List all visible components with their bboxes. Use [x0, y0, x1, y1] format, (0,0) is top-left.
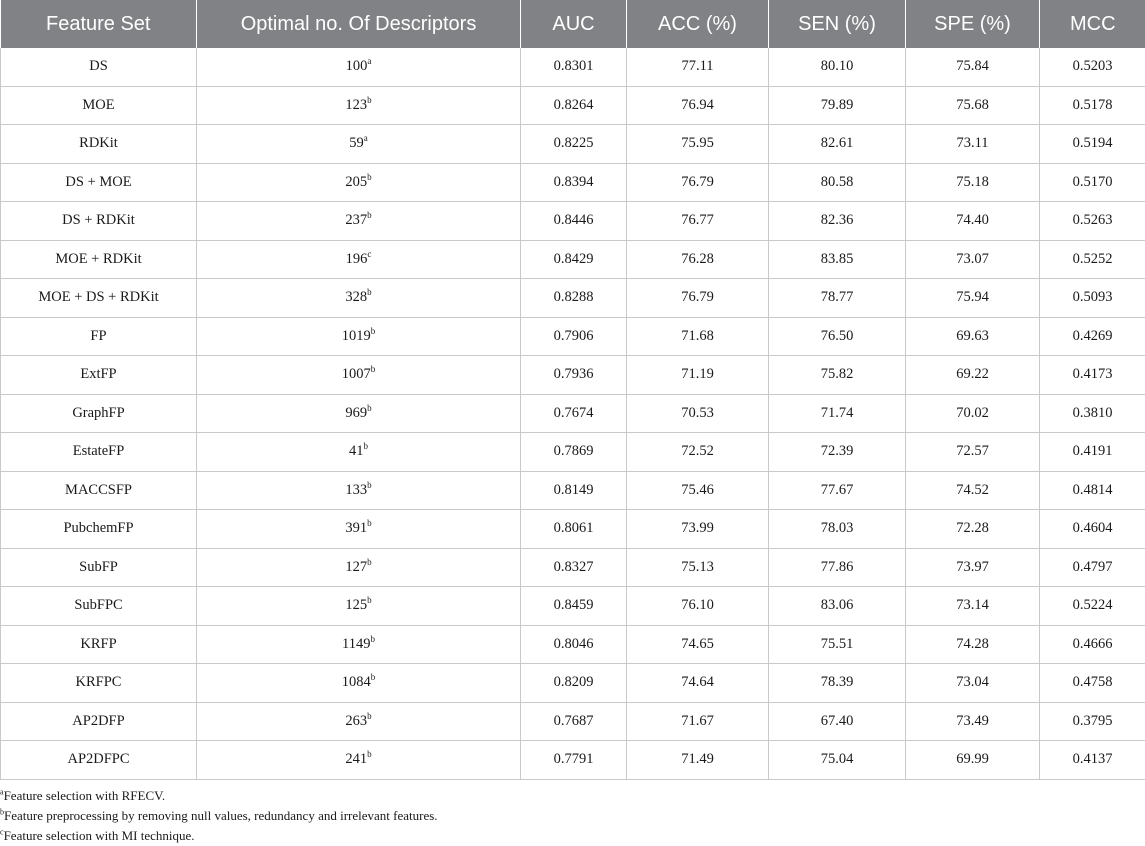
descriptor-count-cell [197, 163, 521, 202]
table-row [1, 240, 1145, 279]
footnote-marker: b [367, 557, 372, 567]
mcc-cell: 0.3810 [1040, 394, 1145, 433]
auc-cell: 0.8288 [521, 279, 627, 318]
sen-cell: 82.61 [769, 125, 906, 164]
footnote-marker: b [367, 480, 372, 490]
header-feature-set: Feature Set [1, 0, 197, 48]
table-row [1, 279, 1145, 318]
auc-cell: 0.8327 [521, 548, 627, 587]
table-header [1, 0, 1145, 48]
footnote-marker: a [0, 788, 4, 797]
spe-cell: 75.68 [906, 86, 1040, 125]
auc-cell: 0.8046 [521, 625, 627, 664]
table-row [1, 48, 1145, 86]
feature-set-cell: DS [1, 48, 197, 86]
acc-cell: 71.19 [627, 356, 769, 395]
sen-cell: 78.77 [769, 279, 906, 318]
auc-cell: 0.7687 [521, 702, 627, 741]
spe-cell: 74.28 [906, 625, 1040, 664]
table-row [1, 356, 1145, 395]
sen-cell: 82.36 [769, 202, 906, 241]
descriptor-count-cell [197, 317, 521, 356]
auc-cell: 0.7936 [521, 356, 627, 395]
table-footnotes [0, 786, 438, 846]
acc-cell: 76.94 [627, 86, 769, 125]
mcc-cell: 0.4758 [1040, 664, 1145, 703]
auc-cell: 0.8209 [521, 664, 627, 703]
footnote-text: Feature selection with MI technique. [4, 828, 195, 843]
descriptor-count-cell [197, 125, 521, 164]
sen-cell: 77.67 [769, 471, 906, 510]
mcc-cell: 0.4797 [1040, 548, 1145, 587]
acc-cell: 71.68 [627, 317, 769, 356]
footnote-marker: b [367, 287, 372, 297]
descriptor-count: 59 [349, 135, 364, 151]
footnote-marker: b [371, 672, 376, 682]
sen-cell: 75.04 [769, 741, 906, 780]
table-row [1, 471, 1145, 510]
feature-set-cell: PubchemFP [1, 510, 197, 549]
sen-cell: 79.89 [769, 86, 906, 125]
acc-cell: 74.64 [627, 664, 769, 703]
auc-cell: 0.8446 [521, 202, 627, 241]
sen-cell: 78.39 [769, 664, 906, 703]
feature-set-cell: MOE [1, 86, 197, 125]
mcc-cell: 0.3795 [1040, 702, 1145, 741]
descriptor-count-cell [197, 702, 521, 741]
header-acc: ACC (%) [627, 0, 769, 48]
mcc-cell: 0.5178 [1040, 86, 1145, 125]
footnote-marker: b [371, 326, 376, 336]
descriptor-count: 1007 [342, 366, 371, 382]
mcc-cell: 0.5170 [1040, 163, 1145, 202]
descriptor-count-cell [197, 548, 521, 587]
sen-cell: 83.06 [769, 587, 906, 626]
descriptor-count: 196 [346, 251, 368, 267]
footnote-text: Feature preprocessing by removing null values, redundancy and irrelevant features. [4, 808, 438, 823]
table-row [1, 86, 1145, 125]
descriptor-count-cell [197, 356, 521, 395]
sen-cell: 76.50 [769, 317, 906, 356]
acc-cell: 74.65 [627, 625, 769, 664]
table-row [1, 664, 1145, 703]
spe-cell: 69.63 [906, 317, 1040, 356]
mcc-cell: 0.4137 [1040, 741, 1145, 780]
mcc-cell: 0.5194 [1040, 125, 1145, 164]
footnote-marker: b [367, 711, 372, 721]
descriptor-count-cell [197, 202, 521, 241]
descriptor-count: 133 [345, 482, 367, 498]
sen-cell: 83.85 [769, 240, 906, 279]
descriptor-count: 241 [345, 751, 367, 767]
acc-cell: 77.11 [627, 48, 769, 86]
descriptor-count: 263 [345, 713, 367, 729]
spe-cell: 75.18 [906, 163, 1040, 202]
descriptor-count: 328 [345, 289, 367, 305]
feature-set-cell: ExtFP [1, 356, 197, 395]
auc-cell: 0.8429 [521, 240, 627, 279]
auc-cell: 0.8394 [521, 163, 627, 202]
acc-cell: 76.10 [627, 587, 769, 626]
spe-cell: 72.28 [906, 510, 1040, 549]
mcc-cell: 0.4604 [1040, 510, 1145, 549]
spe-cell: 73.97 [906, 548, 1040, 587]
spe-cell: 75.84 [906, 48, 1040, 86]
descriptor-count-cell [197, 394, 521, 433]
footnote-b [0, 806, 438, 826]
acc-cell: 76.79 [627, 163, 769, 202]
mcc-cell: 0.5203 [1040, 48, 1145, 86]
spe-cell: 74.40 [906, 202, 1040, 241]
table-row [1, 510, 1145, 549]
footnote-marker: b [367, 95, 372, 105]
descriptor-count: 391 [345, 520, 367, 536]
auc-cell: 0.7791 [521, 741, 627, 780]
table-row [1, 587, 1145, 626]
table-row [1, 741, 1145, 780]
descriptor-count-cell [197, 625, 521, 664]
mcc-cell: 0.4666 [1040, 625, 1145, 664]
descriptor-count: 100 [346, 58, 368, 74]
descriptor-count: 1019 [342, 328, 371, 344]
acc-cell: 71.67 [627, 702, 769, 741]
sen-cell: 80.10 [769, 48, 906, 86]
acc-cell: 76.28 [627, 240, 769, 279]
descriptor-count-cell [197, 587, 521, 626]
acc-cell: 75.13 [627, 548, 769, 587]
descriptor-count: 123 [345, 97, 367, 113]
auc-cell: 0.8061 [521, 510, 627, 549]
footnote-marker: b [370, 634, 375, 644]
auc-cell: 0.8149 [521, 471, 627, 510]
spe-cell: 72.57 [906, 433, 1040, 472]
descriptor-count: 969 [345, 405, 367, 421]
footnote-marker: b [367, 749, 372, 759]
footnote-c [0, 826, 438, 846]
descriptor-count: 41 [349, 443, 364, 459]
feature-set-cell: RDKit [1, 125, 197, 164]
mcc-cell: 0.5224 [1040, 587, 1145, 626]
descriptor-count-cell [197, 240, 521, 279]
table-row [1, 433, 1145, 472]
auc-cell: 0.8301 [521, 48, 627, 86]
feature-set-cell: MACCSFP [1, 471, 197, 510]
sen-cell: 77.86 [769, 548, 906, 587]
spe-cell: 70.02 [906, 394, 1040, 433]
header-row [1, 0, 1145, 48]
footnote-marker: c [0, 828, 4, 837]
spe-cell: 73.49 [906, 702, 1040, 741]
descriptor-count: 1149 [342, 636, 370, 652]
spe-cell: 73.11 [906, 125, 1040, 164]
spe-cell: 69.99 [906, 741, 1040, 780]
feature-set-cell: MOE + DS + RDKit [1, 279, 197, 318]
spe-cell: 73.07 [906, 240, 1040, 279]
feature-set-cell: GraphFP [1, 394, 197, 433]
footnote-marker: b [367, 518, 372, 528]
acc-cell: 72.52 [627, 433, 769, 472]
table-row [1, 202, 1145, 241]
feature-set-cell: DS + RDKit [1, 202, 197, 241]
footnote-a [0, 786, 438, 806]
sen-cell: 72.39 [769, 433, 906, 472]
acc-cell: 76.79 [627, 279, 769, 318]
footnote-marker: a [367, 56, 371, 66]
acc-cell: 75.95 [627, 125, 769, 164]
mcc-cell: 0.4814 [1040, 471, 1145, 510]
descriptor-count: 127 [345, 559, 367, 575]
auc-cell: 0.7906 [521, 317, 627, 356]
table-row [1, 548, 1145, 587]
mcc-cell: 0.5252 [1040, 240, 1145, 279]
footnote-marker: b [371, 364, 376, 374]
acc-cell: 70.53 [627, 394, 769, 433]
sen-cell: 78.03 [769, 510, 906, 549]
mcc-cell: 0.4173 [1040, 356, 1145, 395]
auc-cell: 0.8459 [521, 587, 627, 626]
feature-set-cell: MOE + RDKit [1, 240, 197, 279]
table-row [1, 394, 1145, 433]
feature-set-cell: EstateFP [1, 433, 197, 472]
auc-cell: 0.8264 [521, 86, 627, 125]
auc-cell: 0.7869 [521, 433, 627, 472]
footnote-marker: a [364, 133, 368, 143]
sen-cell: 71.74 [769, 394, 906, 433]
footnote-marker: b [367, 210, 372, 220]
table-row [1, 317, 1145, 356]
feature-set-cell: SubFP [1, 548, 197, 587]
descriptor-count: 205 [345, 174, 367, 190]
feature-set-cell: DS + MOE [1, 163, 197, 202]
spe-cell: 69.22 [906, 356, 1040, 395]
spe-cell: 75.94 [906, 279, 1040, 318]
feature-set-cell: KRFP [1, 625, 197, 664]
footnote-marker: b [367, 403, 372, 413]
acc-cell: 71.49 [627, 741, 769, 780]
table-row [1, 125, 1145, 164]
footnote-marker: b [0, 808, 4, 817]
acc-cell: 75.46 [627, 471, 769, 510]
descriptor-count-cell [197, 471, 521, 510]
footnote-marker: b [364, 441, 369, 451]
feature-set-cell: KRFPC [1, 664, 197, 703]
acc-cell: 76.77 [627, 202, 769, 241]
descriptor-count-cell [197, 86, 521, 125]
spe-cell: 73.14 [906, 587, 1040, 626]
descriptor-count-cell [197, 48, 521, 86]
header-optimal-descriptors: Optimal no. Of Descriptors [197, 0, 521, 48]
table-row [1, 163, 1145, 202]
header-sen: SEN (%) [769, 0, 906, 48]
spe-cell: 73.04 [906, 664, 1040, 703]
descriptor-count-cell [197, 741, 521, 780]
feature-set-cell: SubFPC [1, 587, 197, 626]
table-row [1, 625, 1145, 664]
sen-cell: 75.82 [769, 356, 906, 395]
mcc-cell: 0.5263 [1040, 202, 1145, 241]
footnote-marker: b [367, 595, 372, 605]
mcc-cell: 0.4191 [1040, 433, 1145, 472]
table-body [1, 48, 1145, 779]
auc-cell: 0.8225 [521, 125, 627, 164]
feature-set-cell: FP [1, 317, 197, 356]
footnote-marker: c [367, 249, 371, 259]
header-mcc: MCC [1040, 0, 1145, 48]
descriptor-count-cell [197, 433, 521, 472]
sen-cell: 75.51 [769, 625, 906, 664]
header-auc: AUC [521, 0, 627, 48]
footnote-marker: b [367, 172, 372, 182]
mcc-cell: 0.4269 [1040, 317, 1145, 356]
descriptor-count: 125 [345, 597, 367, 613]
table-row [1, 702, 1145, 741]
auc-cell: 0.7674 [521, 394, 627, 433]
descriptor-count-cell [197, 510, 521, 549]
sen-cell: 80.58 [769, 163, 906, 202]
descriptor-count-cell [197, 279, 521, 318]
descriptor-count-cell [197, 664, 521, 703]
descriptor-count: 237 [345, 212, 367, 228]
header-spe: SPE (%) [906, 0, 1040, 48]
feature-set-cell: AP2DFP [1, 702, 197, 741]
acc-cell: 73.99 [627, 510, 769, 549]
spe-cell: 74.52 [906, 471, 1040, 510]
sen-cell: 67.40 [769, 702, 906, 741]
footnote-text: Feature selection with RFECV. [4, 788, 166, 803]
feature-set-cell: AP2DFPC [1, 741, 197, 780]
descriptor-count: 1084 [342, 674, 371, 690]
mcc-cell: 0.5093 [1040, 279, 1145, 318]
